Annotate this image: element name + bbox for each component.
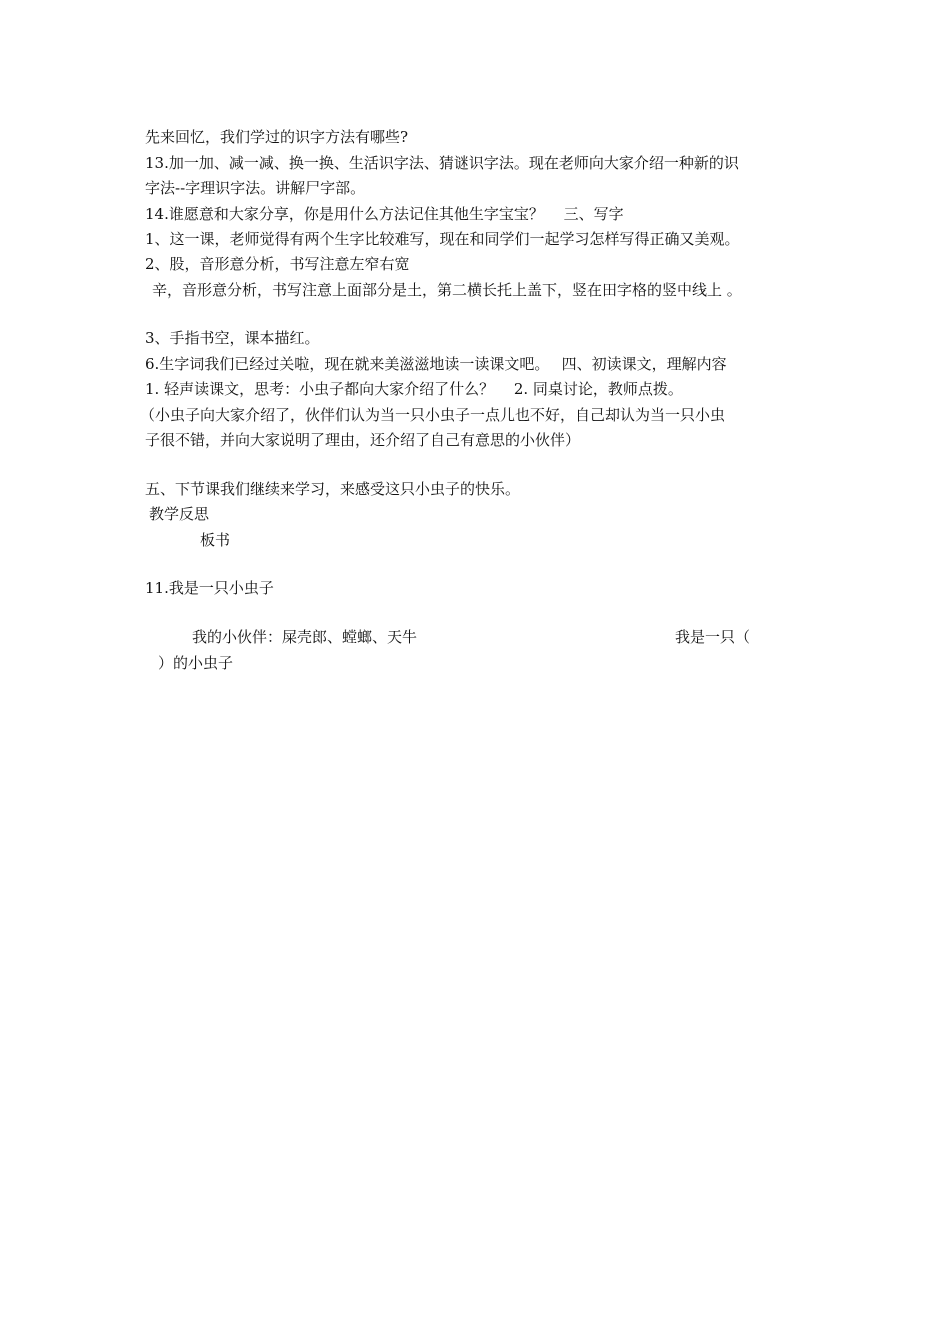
text-line: 6.生字词我们已经过关啦，现在就来美滋滋地读一读课文吧。 四、初读课文，理解内容 — [145, 355, 727, 373]
text-line: 五、下节课我们继续来学习，来感受这只小虫子的快乐。 — [145, 480, 521, 498]
text-line: 字法--字理识字法。讲解尸字部。 — [145, 179, 366, 197]
text-line: 辛，音形意分析，书写注意上面部分是土，第二横长托上盖下，竖在田字格的竖中线上 。 — [152, 281, 742, 299]
text-line: 1、这一课，老师觉得有两个生字比较难写，现在和同学们一起学习怎样写得正确又美观。 — [145, 230, 740, 248]
text-line: 先来回忆，我们学过的识字方法有哪些? — [145, 128, 409, 146]
text-line: ）的小虫子 — [158, 654, 234, 672]
text-line: 1. 轻声读课文，思考：小虫子都向大家介绍了什么？ 2. 同桌讨论，教师点拨。 — [145, 380, 683, 398]
text-line: 13.加一加、减一减、换一换、生活识字法、猜谜识字法。现在老师向大家介绍一种新的识 — [145, 154, 739, 172]
text-line: 子很不错，并向大家说明了理由，还介绍了自己有意思的小伙伴） — [145, 431, 581, 449]
lesson-title: 11.我是一只小虫子 — [145, 579, 274, 597]
section-heading: 板书 — [200, 531, 231, 549]
text-line: 2、股，音形意分析，书写注意左窄右宽 — [145, 255, 410, 273]
text-line: 3、手指书空，课本描红。 — [145, 329, 320, 347]
text-line: 我是一只（ — [675, 628, 751, 646]
text-line: 我的小伙伴：屎壳郎、螳螂、天牛 — [192, 628, 418, 646]
text-line: （小虫子向大家介绍了，伙伴们认为当一只小虫子一点儿也不好，自己却认为当一只小虫 — [140, 406, 726, 424]
text-line: 14.谁愿意和大家分享，你是用什么方法记住其他生字宝宝？ 三、写字 — [145, 205, 624, 223]
section-heading: 教学反思 — [149, 505, 210, 523]
